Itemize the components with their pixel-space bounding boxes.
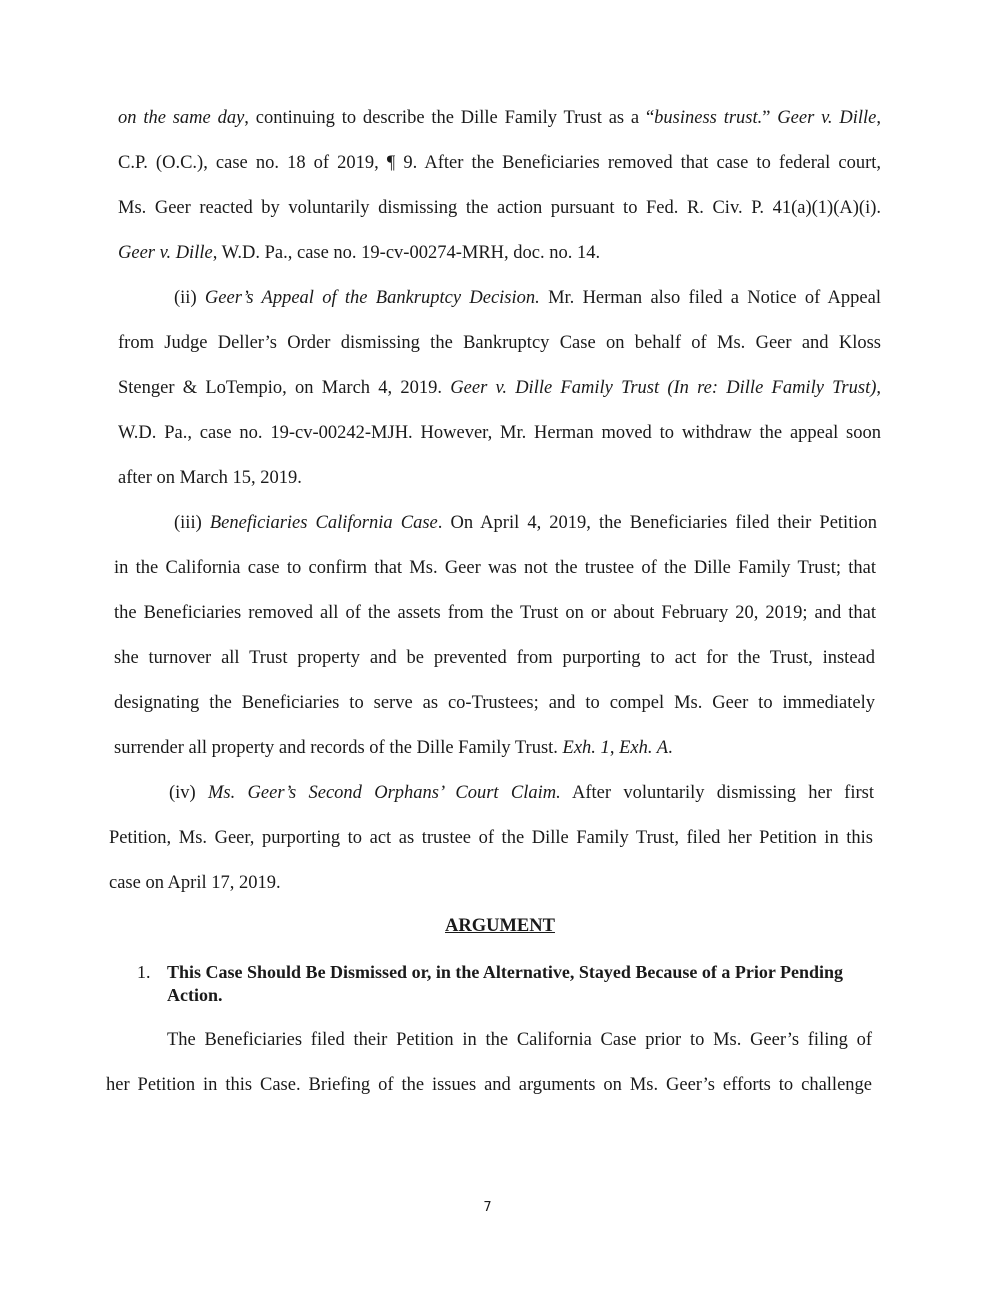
- italic-text: business trust.: [654, 108, 763, 128]
- text-run: (ii): [174, 288, 205, 308]
- body-line: [114, 737, 673, 759]
- text-run: in the California case to confirm that Ms. Geer was not the trustee of the Dille Family Trust; that: [114, 558, 876, 578]
- body-line: [114, 647, 875, 669]
- body-line: [118, 422, 881, 444]
- body-line: [118, 377, 881, 399]
- body-line: [114, 692, 875, 714]
- text-run: .: [668, 738, 673, 758]
- text-run: after on March 15, 2019.: [118, 468, 302, 488]
- text-run: W.D. Pa., case no. 19-cv-00242-MJH. However, Mr. Herman moved to withdraw the appeal soon: [118, 423, 881, 443]
- text-run: surrender all property and records of the Dille Family Trust.: [114, 738, 563, 758]
- text-run: ,: [876, 108, 881, 128]
- text-run: ”: [762, 108, 778, 128]
- page-number: 7: [483, 1200, 492, 1215]
- text-run: case on April 17, 2019.: [109, 873, 281, 893]
- italic-text: Exh. A: [619, 738, 669, 758]
- body-line: [118, 467, 302, 489]
- section-heading: ARGUMENT: [445, 916, 555, 936]
- text-run: she turnover all Trust property and be prevented from purporting to act for the Trust, instead: [114, 648, 875, 668]
- text-run: ,: [876, 378, 882, 398]
- italic-text: Geer v. Dille: [777, 108, 877, 128]
- body-line: [118, 242, 600, 264]
- text-run: from Judge Deller’s Order dismissing the Bankruptcy Case on behalf of Ms. Geer and Kloss: [118, 333, 881, 353]
- body-line: [114, 602, 876, 624]
- body-line: [109, 872, 281, 894]
- text-run: Ms. Geer reacted by voluntarily dismissing the action pursuant to Fed. R. Civ. P. 41(a)(1)(A)(i).: [118, 198, 881, 218]
- body-line: [174, 287, 881, 309]
- text-run: . On April 4, 2019, the Beneficiaries filed their Petition: [437, 513, 877, 533]
- text-run: , continuing to describe the Dille Family Trust as a “: [244, 108, 655, 128]
- italic-text: Exh. 1: [562, 738, 610, 758]
- text-run: , W.D. Pa., case no. 19-cv-00274-MRH, doc. no. 14.: [212, 243, 601, 263]
- italic-text: Geer v. Dille Family Trust (In re: Dille Family Trust): [450, 378, 877, 398]
- body-line: [114, 557, 876, 579]
- point-heading: This Case Should Be Dismissed or, in the Alternative, Stayed Because of a Prior Pending Action.: [167, 962, 844, 1005]
- italic-text: Ms. Geer’s Second Orphans’ Court Claim.: [208, 783, 561, 803]
- text-run: ,: [609, 738, 620, 758]
- text-run: designating the Beneficiaries to serve as co-Trustees; and to compel Ms. Geer to immediately: [114, 693, 875, 713]
- text-run: Stenger & LoTempio, on March 4, 2019.: [118, 378, 451, 398]
- text-run: the Beneficiaries removed all of the assets from the Trust on or about February 20, 2019; and that: [114, 603, 876, 623]
- body-line: [118, 197, 881, 219]
- text-run: Mr. Herman also filed a Notice of Appeal: [539, 288, 881, 308]
- italic-text: Beneficiaries California Case: [209, 513, 438, 533]
- text-run: Petition, Ms. Geer, purporting to act as trustee of the Dille Family Trust, filed her Petition in this: [109, 828, 873, 848]
- text-run: (iv): [169, 783, 209, 803]
- italic-text: on the same day: [118, 108, 245, 128]
- italic-text: Geer’s Appeal of the Bankruptcy Decision.: [204, 288, 540, 308]
- body-line: [118, 152, 881, 174]
- point-number: 1.: [137, 962, 151, 982]
- body-line: [167, 1029, 872, 1051]
- body-line: [169, 782, 874, 804]
- body-line: [174, 512, 877, 534]
- body-line: [106, 1074, 872, 1096]
- text-run: C.P. (O.C.), case no. 18 of 2019, ¶ 9. After the Beneficiaries removed that case to federal court,: [118, 153, 881, 173]
- text-run: her Petition in this Case. Briefing of the issues and arguments on Ms. Geer’s efforts to challenge: [106, 1075, 872, 1095]
- text-run: After voluntarily dismissing her first: [560, 783, 874, 803]
- text-run: The Beneficiaries filed their Petition in the California Case prior to Ms. Geer’s filing of: [167, 1030, 872, 1050]
- text-run: (iii): [174, 513, 210, 533]
- italic-text: Geer v. Dille: [118, 243, 213, 263]
- body-line: [118, 332, 881, 354]
- body-line: [118, 107, 881, 129]
- body-line: [109, 827, 873, 849]
